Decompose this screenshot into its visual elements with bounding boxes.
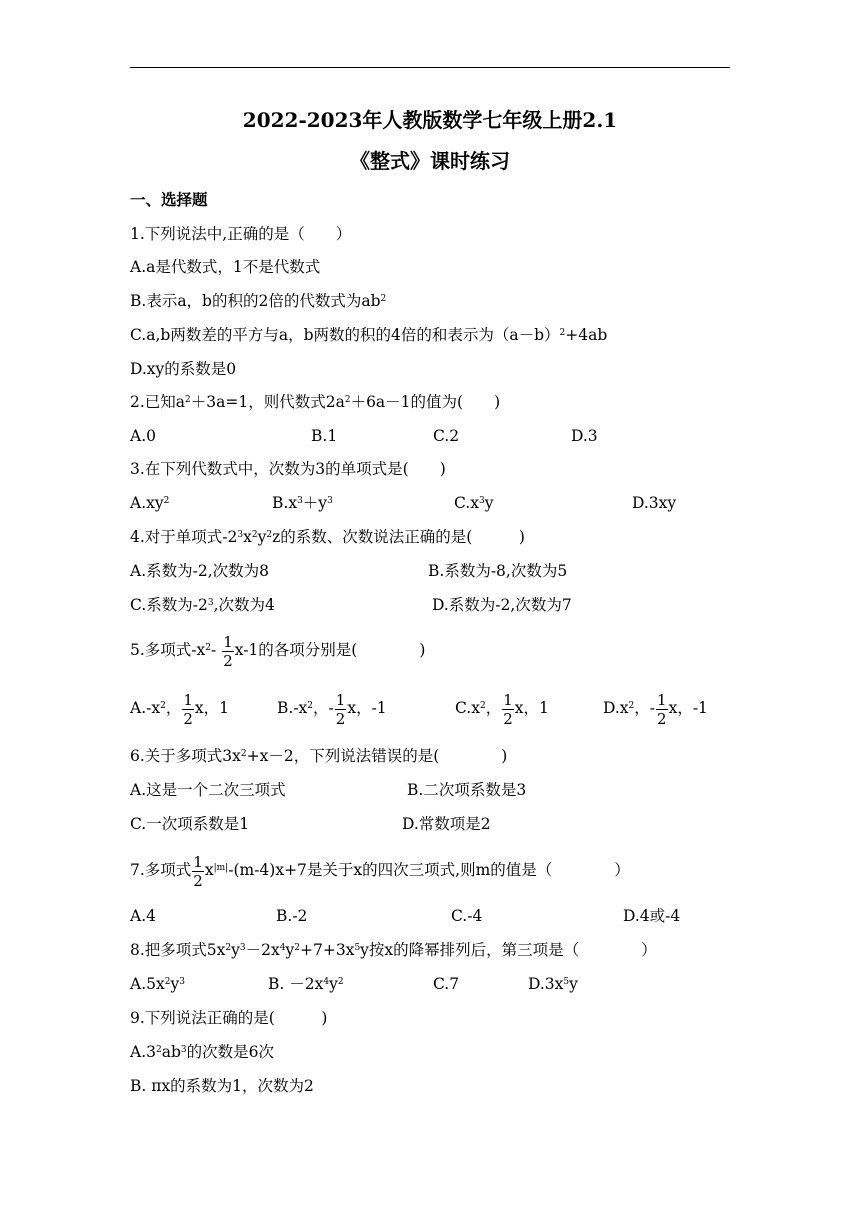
question-1-option-d: D.xy的系数是0: [130, 360, 237, 378]
question-5-option-c: $C.x^2$， $\frac{1}{2}$ x，1: [455, 690, 549, 728]
question-7-option-b: B.-2: [276, 907, 308, 925]
question-7-option-c: C.-4: [451, 907, 483, 925]
document-title: 2022-2023年人教版数学七年级上册2.1: [242, 108, 618, 132]
question-1-stem: 1.下列说法中,正确的是（ ）: [130, 225, 352, 243]
question-6-option-a: A.这是一个二次三项式: [130, 781, 286, 799]
question-6-stem: 6.关于多项式$3x^2+x-2$，下列说法错误的是( ): [130, 747, 508, 765]
question-2-option-c: C.2: [433, 427, 460, 445]
question-7-stem: 7.多项式 $\frac{1}{2}$ $x^{|m|}-(m-4)x+7$是关于x的四次三项式,则m的值是（ ）: [130, 852, 630, 890]
question-9-option-b: B. πx的系数为1，次数为2: [130, 1077, 314, 1095]
fraction: $\frac{1}{2}$: [223, 632, 233, 670]
question-5-option-d: $D.x^2$，- $\frac{1}{2}$ x，-1: [603, 690, 708, 728]
question-1-option-c: C.a,b两数差的平方与a，b两数的积的4倍的和表示为$(a-b)^2+4ab$: [130, 326, 608, 344]
question-2-stem: 2.已知$a^2+3a=1$，则代数式$2a^2+6a-1$的值为( ): [130, 393, 501, 411]
question-7-option-d: D.4或-4: [623, 907, 681, 925]
question-3-stem: 3.在下列代数式中，次数为3的单项式是( ): [130, 460, 446, 478]
question-3-option-c: $C.x^3y$: [454, 494, 494, 512]
question-4-option-c: C.系数为$-2^3$,次数为4: [130, 596, 275, 614]
question-8-option-b: B. $-2x^4y^2$: [268, 975, 344, 993]
question-3-option-a: $A.xy^2$: [130, 494, 170, 512]
question-5-option-b: $B.-x^2$，- $\frac{1}{2}$ x，-1: [277, 690, 387, 728]
question-6-option-c: C.一次项系数是1: [130, 815, 250, 833]
question-3-option-d: D.3xy: [632, 494, 677, 512]
document-subtitle: 《整式》课时练习: [350, 149, 510, 173]
question-8-option-c: C.7: [433, 975, 460, 993]
question-9-stem: 9.下列说法正确的是( ): [130, 1009, 328, 1027]
question-6-option-b: B.二次项系数是3: [407, 781, 527, 799]
question-8-stem: 8.把多项式$5x^2y^3-2x^4y^2+7+3x^5y$按x的降幂排列后，第三项是（ ）: [130, 941, 657, 959]
question-2-option-a: A.0: [130, 427, 156, 445]
section-heading: 一、选择题: [130, 190, 208, 209]
question-3-option-b: $B.x^3+y^3$: [272, 494, 333, 512]
question-1-option-b: B.表示a，b的积的2倍的代数式为$ab^2$: [130, 292, 387, 310]
header-rule: [130, 67, 730, 68]
question-6-option-d: D.常数项是2: [402, 815, 491, 833]
question-4-option-a: A.系数为-2,次数为8: [130, 562, 270, 580]
question-1-option-a: A.a是代数式，1不是代数式: [130, 258, 321, 276]
question-8-option-a: $A.5x^2y^3$: [130, 975, 185, 993]
question-4-option-b: B.系数为-8,次数为5: [428, 562, 568, 580]
question-2-option-b: B.1: [311, 427, 338, 445]
question-9-option-a: $A.3^2ab^3$的次数是6次: [130, 1043, 274, 1061]
question-5-option-a: $A.-x^2$， $\frac{1}{2}$ x，1: [130, 690, 230, 728]
question-4-option-d: D.系数为-2,次数为7: [432, 596, 572, 614]
question-2-option-d: D.3: [571, 427, 598, 445]
question-4-stem: 4.对于单项式$-2^3x^2y^2z$的系数、次数说法正确的是( ): [130, 528, 525, 546]
question-8-option-d: $D.3x^5y$: [528, 975, 578, 993]
question-7-option-a: A.4: [130, 907, 156, 925]
question-5-stem: 5.多项式$-x^2-$ $\frac{1}{2}$ x-1的各项分别是( ): [130, 632, 426, 670]
